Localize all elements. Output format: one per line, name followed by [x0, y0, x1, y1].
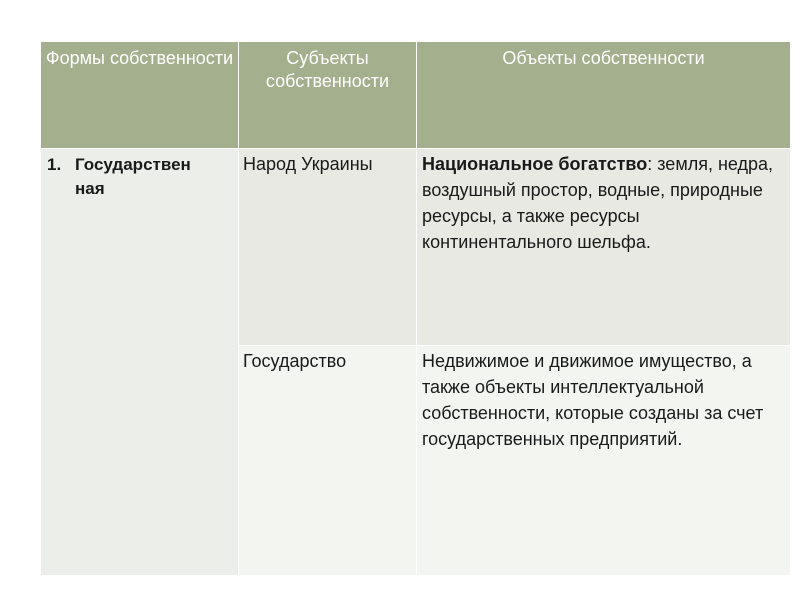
table-header [41, 42, 791, 149]
header-forms: Формы собственности [41, 42, 239, 149]
object-cell [417, 149, 791, 346]
object-bold-term: Национальное богатство [422, 154, 648, 174]
form-label-line2: ная [75, 179, 105, 198]
form-item [47, 153, 232, 201]
header-objects: Объекты собственности [417, 42, 791, 149]
object-text: Недвижимое и движимое имущество, а также объекты интеллектуальной собственности, которые созданы за счет государственных предприятий. [422, 351, 764, 449]
header-subjects: Субъекты собственности [239, 42, 417, 149]
form-cell [41, 149, 239, 576]
form-number: 1. [47, 155, 62, 174]
subject-cell: Государство [239, 346, 417, 576]
object-text: : земля, недра, воздушный простор, водные, природные ресурсы, а также ресурсы континентального шельфа. [422, 154, 774, 252]
table-body [41, 149, 791, 576]
form-label-line1: Государствен [75, 155, 191, 174]
header-row [41, 42, 791, 149]
object-cell [417, 346, 791, 576]
ownership-table [40, 41, 791, 576]
table-row [41, 149, 791, 346]
form-label [75, 153, 232, 201]
subject-cell: Народ Украины [239, 149, 417, 346]
